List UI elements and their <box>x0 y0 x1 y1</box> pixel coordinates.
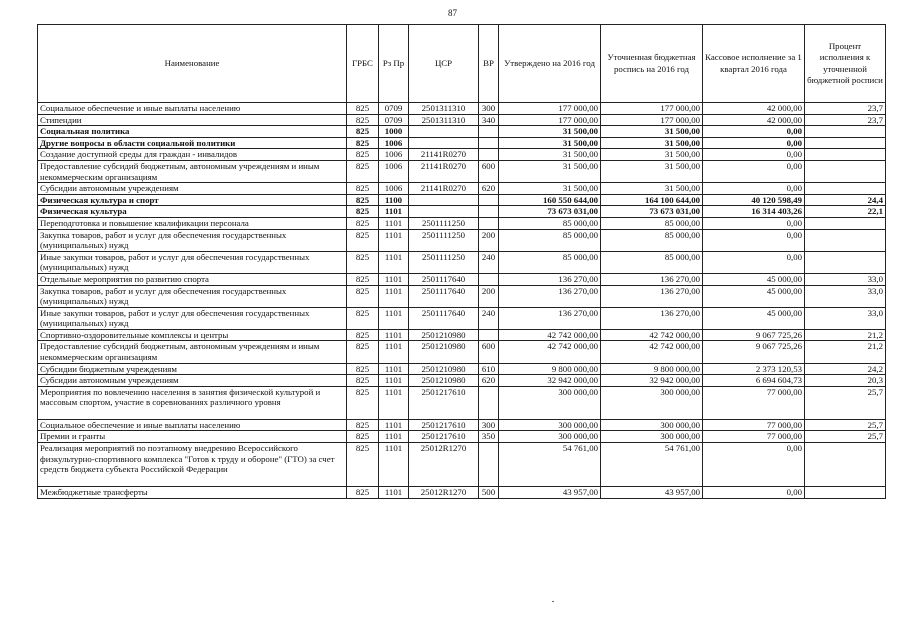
cell-name: Премии и гранты <box>38 431 347 443</box>
cell-vr <box>479 443 499 487</box>
table-row <box>38 273 886 285</box>
table-row <box>38 329 886 341</box>
cell-csr: 25012R1270 <box>409 443 479 487</box>
cell-csr: 2501111250 <box>409 229 479 251</box>
cell-vr <box>479 194 499 206</box>
cell-refined: 136 270,00 <box>601 307 703 329</box>
cell-percent: 23,7 <box>805 103 886 115</box>
cell-refined: 73 673 031,00 <box>601 206 703 218</box>
cell-csr: 2501210980 <box>409 363 479 375</box>
cell-cash: 45 000,00 <box>703 285 805 307</box>
cell-percent <box>805 251 886 273</box>
cell-vr: 200 <box>479 229 499 251</box>
cell-grbs: 825 <box>347 137 379 149</box>
cell-percent: 33,0 <box>805 307 886 329</box>
cell-name: Спортивно-оздоровительные комплексы и центры <box>38 329 347 341</box>
table-row <box>38 149 886 161</box>
cell-rzpr: 1101 <box>379 386 409 419</box>
cell-refined: 85 000,00 <box>601 251 703 273</box>
page-number: 87 <box>448 8 457 18</box>
cell-csr: 2501117640 <box>409 285 479 307</box>
cell-refined: 9 800 000,00 <box>601 363 703 375</box>
cell-refined: 42 742 000,00 <box>601 329 703 341</box>
cell-rzpr: 1101 <box>379 431 409 443</box>
cell-vr: 600 <box>479 341 499 363</box>
cell-name: Иные закупки товаров, работ и услуг для обеспечения государственных (муниципальных) нужд <box>38 307 347 329</box>
cell-grbs: 825 <box>347 183 379 195</box>
cell-cash: 0,00 <box>703 137 805 149</box>
cell-cash: 9 067 725,26 <box>703 329 805 341</box>
cell-name: Иные закупки товаров, работ и услуг для обеспечения государственных (муниципальных) нужд <box>38 251 347 273</box>
cell-grbs: 825 <box>347 217 379 229</box>
cell-approved: 85 000,00 <box>499 251 601 273</box>
cell-grbs: 825 <box>347 443 379 487</box>
header-name: Наименование <box>38 25 347 103</box>
cell-name: Субсидии автономным учреждениям <box>38 183 347 195</box>
cell-csr <box>409 194 479 206</box>
cell-grbs: 825 <box>347 160 379 182</box>
cell-vr <box>479 273 499 285</box>
cell-percent: 33,0 <box>805 285 886 307</box>
cell-approved: 31 500,00 <box>499 137 601 149</box>
cell-rzpr: 1006 <box>379 149 409 161</box>
cell-rzpr: 1101 <box>379 307 409 329</box>
cell-cash: 0,00 <box>703 487 805 499</box>
cell-cash: 2 373 120,53 <box>703 363 805 375</box>
cell-csr: 25012R1270 <box>409 487 479 499</box>
cell-name: Закупка товаров, работ и услуг для обеспечения государственных (муниципальных) нужд <box>38 285 347 307</box>
cell-approved: 42 742 000,00 <box>499 341 601 363</box>
cell-vr <box>479 137 499 149</box>
cell-percent <box>805 443 886 487</box>
cell-csr: 2501210980 <box>409 375 479 387</box>
cell-percent <box>805 229 886 251</box>
cell-vr: 240 <box>479 251 499 273</box>
table-row <box>38 160 886 182</box>
cell-percent <box>805 487 886 499</box>
cell-refined: 300 000,00 <box>601 431 703 443</box>
cell-csr: 21141R0270 <box>409 160 479 182</box>
cell-approved: 85 000,00 <box>499 229 601 251</box>
cell-approved: 136 270,00 <box>499 307 601 329</box>
cell-vr <box>479 217 499 229</box>
cell-vr <box>479 329 499 341</box>
cell-csr: 2501217610 <box>409 431 479 443</box>
cell-percent: 25,7 <box>805 386 886 419</box>
cell-rzpr: 1101 <box>379 363 409 375</box>
table-row <box>38 206 886 218</box>
cell-cash: 77 000,00 <box>703 419 805 431</box>
cell-vr: 340 <box>479 114 499 126</box>
table-header-row <box>38 25 886 103</box>
table-row <box>38 431 886 443</box>
cell-refined: 85 000,00 <box>601 229 703 251</box>
cell-refined: 31 500,00 <box>601 126 703 138</box>
cell-refined: 42 742 000,00 <box>601 341 703 363</box>
table-row <box>38 114 886 126</box>
cell-approved: 31 500,00 <box>499 149 601 161</box>
cell-csr: 2501217610 <box>409 386 479 419</box>
cell-csr: 2501210980 <box>409 329 479 341</box>
cell-rzpr: 0709 <box>379 114 409 126</box>
cell-rzpr: 1006 <box>379 137 409 149</box>
cell-approved: 85 000,00 <box>499 217 601 229</box>
table-row <box>38 194 886 206</box>
cell-percent: 21,2 <box>805 341 886 363</box>
cell-refined: 31 500,00 <box>601 137 703 149</box>
header-rzpr: Рз Пр <box>379 25 409 103</box>
cell-refined: 85 000,00 <box>601 217 703 229</box>
cell-cash: 0,00 <box>703 229 805 251</box>
table-row <box>38 137 886 149</box>
cell-csr: 2501111250 <box>409 251 479 273</box>
cell-csr: 2501117640 <box>409 307 479 329</box>
cell-rzpr: 1101 <box>379 273 409 285</box>
cell-csr <box>409 126 479 138</box>
cell-grbs: 825 <box>347 363 379 375</box>
cell-rzpr: 1006 <box>379 183 409 195</box>
table-row <box>38 126 886 138</box>
cell-name: Реализация мероприятий по поэтапному внедрению Всероссийского физкультурно-спортивного комплекса "Готов к труду и обороне" (ГТО) за счет средств бюджета субъекта Российской Федерации <box>38 443 347 487</box>
cell-name: Мероприятия по вовлечению населения в занятия физической культурой и массовым спортом, участие в соревнованиях различного уровня <box>38 386 347 419</box>
cell-cash: 6 694 604,73 <box>703 375 805 387</box>
cell-cash: 0,00 <box>703 126 805 138</box>
table-row <box>38 375 886 387</box>
cell-vr: 620 <box>479 375 499 387</box>
cell-name: Предоставление субсидий бюджетным, автономным учреждениям и иным некоммерческим организациям <box>38 341 347 363</box>
cell-cash: 77 000,00 <box>703 386 805 419</box>
cell-refined: 164 100 644,00 <box>601 194 703 206</box>
header-vr: ВР <box>479 25 499 103</box>
cell-name: Физическая культура <box>38 206 347 218</box>
table-row <box>38 341 886 363</box>
cell-cash: 0,00 <box>703 443 805 487</box>
cell-percent <box>805 217 886 229</box>
cell-grbs: 825 <box>347 307 379 329</box>
cell-rzpr: 1000 <box>379 126 409 138</box>
cell-csr <box>409 137 479 149</box>
cell-grbs: 825 <box>347 375 379 387</box>
cell-approved: 31 500,00 <box>499 183 601 195</box>
cell-rzpr: 1101 <box>379 443 409 487</box>
cell-refined: 31 500,00 <box>601 160 703 182</box>
cell-refined: 177 000,00 <box>601 114 703 126</box>
cell-grbs: 825 <box>347 114 379 126</box>
cell-percent: 24,2 <box>805 363 886 375</box>
cell-grbs: 825 <box>347 487 379 499</box>
cell-rzpr: 1101 <box>379 419 409 431</box>
cell-grbs: 825 <box>347 229 379 251</box>
cell-percent: 20,3 <box>805 375 886 387</box>
cell-csr: 2501210980 <box>409 341 479 363</box>
header-grbs: ГРБС <box>347 25 379 103</box>
cell-csr: 2501311310 <box>409 114 479 126</box>
cell-approved: 136 270,00 <box>499 285 601 307</box>
cell-csr: 21141R0270 <box>409 183 479 195</box>
cell-csr: 2501111250 <box>409 217 479 229</box>
cell-cash: 0,00 <box>703 251 805 273</box>
cell-vr: 600 <box>479 160 499 182</box>
cell-rzpr: 1101 <box>379 285 409 307</box>
cell-approved: 300 000,00 <box>499 419 601 431</box>
cell-refined: 32 942 000,00 <box>601 375 703 387</box>
header-csr: ЦСР <box>409 25 479 103</box>
cell-approved: 31 500,00 <box>499 126 601 138</box>
cell-vr <box>479 386 499 419</box>
cell-cash: 0,00 <box>703 149 805 161</box>
cell-grbs: 825 <box>347 341 379 363</box>
cell-approved: 43 957,00 <box>499 487 601 499</box>
cell-name: Создание доступной среды для граждан - инвалидов <box>38 149 347 161</box>
cell-grbs: 825 <box>347 194 379 206</box>
cell-name: Социальное обеспечение и иные выплаты населению <box>38 419 347 431</box>
cell-cash: 45 000,00 <box>703 307 805 329</box>
table-row <box>38 363 886 375</box>
cell-approved: 177 000,00 <box>499 103 601 115</box>
cell-rzpr: 1101 <box>379 329 409 341</box>
cell-rzpr: 1101 <box>379 375 409 387</box>
cell-cash: 0,00 <box>703 160 805 182</box>
cell-name: Другие вопросы в области социальной политики <box>38 137 347 149</box>
table-row <box>38 307 886 329</box>
cell-vr: 200 <box>479 285 499 307</box>
cell-name: Межбюджетные трансферты <box>38 487 347 499</box>
cell-refined: 136 270,00 <box>601 273 703 285</box>
table-row <box>38 251 886 273</box>
cell-name: Социальное обеспечение и иные выплаты населению <box>38 103 347 115</box>
cell-grbs: 825 <box>347 149 379 161</box>
cell-percent <box>805 183 886 195</box>
cell-name: Социальная политика <box>38 126 347 138</box>
cell-grbs: 825 <box>347 273 379 285</box>
cell-csr: 2501117640 <box>409 273 479 285</box>
budget-table <box>37 24 886 499</box>
cell-rzpr: 1101 <box>379 217 409 229</box>
cell-percent: 23,7 <box>805 114 886 126</box>
cell-vr: 610 <box>479 363 499 375</box>
cell-grbs: 825 <box>347 329 379 341</box>
table-row <box>38 386 886 419</box>
cell-refined: 300 000,00 <box>601 386 703 419</box>
cell-approved: 300 000,00 <box>499 386 601 419</box>
cell-rzpr: 1101 <box>379 341 409 363</box>
cell-grbs: 825 <box>347 103 379 115</box>
cell-vr <box>479 126 499 138</box>
cell-rzpr: 1101 <box>379 229 409 251</box>
cell-name: Субсидии бюджетным учреждениям <box>38 363 347 375</box>
cell-cash: 0,00 <box>703 217 805 229</box>
cell-refined: 31 500,00 <box>601 149 703 161</box>
cell-percent: 22,1 <box>805 206 886 218</box>
cell-name: Переподготовка и повышение квалификации персонала <box>38 217 347 229</box>
cell-grbs: 825 <box>347 126 379 138</box>
cell-approved: 300 000,00 <box>499 431 601 443</box>
table-row <box>38 103 886 115</box>
cell-percent: 33,0 <box>805 273 886 285</box>
cell-approved: 54 761,00 <box>499 443 601 487</box>
cell-name: Физическая культура и спорт <box>38 194 347 206</box>
cell-cash: 77 000,00 <box>703 431 805 443</box>
cell-vr <box>479 149 499 161</box>
cell-csr <box>409 206 479 218</box>
cell-vr: 300 <box>479 103 499 115</box>
cell-name: Субсидии автономным учреждениям <box>38 375 347 387</box>
cell-grbs: 825 <box>347 206 379 218</box>
cell-vr: 240 <box>479 307 499 329</box>
cell-refined: 43 957,00 <box>601 487 703 499</box>
cell-vr: 350 <box>479 431 499 443</box>
cell-csr: 21141R0270 <box>409 149 479 161</box>
cell-cash: 45 000,00 <box>703 273 805 285</box>
cell-vr: 500 <box>479 487 499 499</box>
cell-cash: 9 067 725,26 <box>703 341 805 363</box>
cell-name: Предоставление субсидий бюджетным, автономным учреждениям и иным некоммерческим организациям <box>38 160 347 182</box>
cell-percent: 25,7 <box>805 431 886 443</box>
cell-grbs: 825 <box>347 386 379 419</box>
cell-grbs: 825 <box>347 431 379 443</box>
cell-cash: 42 000,00 <box>703 114 805 126</box>
cell-csr: 2501217610 <box>409 419 479 431</box>
cell-rzpr: 0709 <box>379 103 409 115</box>
cell-refined: 300 000,00 <box>601 419 703 431</box>
cell-cash: 16 314 403,26 <box>703 206 805 218</box>
cell-vr: 620 <box>479 183 499 195</box>
table-row <box>38 183 886 195</box>
table-row <box>38 487 886 499</box>
cell-refined: 31 500,00 <box>601 183 703 195</box>
cell-name: Стипендии <box>38 114 347 126</box>
cell-grbs: 825 <box>347 251 379 273</box>
cell-approved: 73 673 031,00 <box>499 206 601 218</box>
table-row <box>38 419 886 431</box>
table-body <box>38 103 886 499</box>
cell-refined: 54 761,00 <box>601 443 703 487</box>
cell-vr: 300 <box>479 419 499 431</box>
cell-rzpr: 1006 <box>379 160 409 182</box>
header-cash: Кассовое исполнение за 1 квартал 2016 года <box>703 25 805 103</box>
cell-approved: 160 550 644,00 <box>499 194 601 206</box>
cell-approved: 9 800 000,00 <box>499 363 601 375</box>
table-row <box>38 285 886 307</box>
cell-csr: 2501311310 <box>409 103 479 115</box>
cell-refined: 177 000,00 <box>601 103 703 115</box>
cell-percent <box>805 149 886 161</box>
cell-approved: 136 270,00 <box>499 273 601 285</box>
cell-rzpr: 1101 <box>379 206 409 218</box>
cell-approved: 32 942 000,00 <box>499 375 601 387</box>
cell-cash: 42 000,00 <box>703 103 805 115</box>
table-row <box>38 229 886 251</box>
cell-refined: 136 270,00 <box>601 285 703 307</box>
cell-cash: 40 120 598,49 <box>703 194 805 206</box>
cell-vr <box>479 206 499 218</box>
cell-rzpr: 1100 <box>379 194 409 206</box>
cell-cash: 0,00 <box>703 183 805 195</box>
cell-rzpr: 1101 <box>379 487 409 499</box>
table-row <box>38 443 886 487</box>
cell-grbs: 825 <box>347 419 379 431</box>
header-percent: Процент исполнения к уточненной бюджетной росписи <box>805 25 886 103</box>
cell-approved: 42 742 000,00 <box>499 329 601 341</box>
cell-approved: 177 000,00 <box>499 114 601 126</box>
table-row <box>38 217 886 229</box>
cell-percent: 24,4 <box>805 194 886 206</box>
cell-grbs: 825 <box>347 285 379 307</box>
cell-approved: 31 500,00 <box>499 160 601 182</box>
cell-rzpr: 1101 <box>379 251 409 273</box>
header-refined: Уточненная бюджетная роспись на 2016 год <box>601 25 703 103</box>
scan-speck <box>552 601 554 602</box>
cell-name: Закупка товаров, работ и услуг для обеспечения государственных (муниципальных) нужд <box>38 229 347 251</box>
cell-percent <box>805 126 886 138</box>
cell-percent: 21,2 <box>805 329 886 341</box>
header-approved: Утверждено на 2016 год <box>499 25 601 103</box>
cell-percent <box>805 160 886 182</box>
cell-name: Отдельные мероприятия по развитию спорта <box>38 273 347 285</box>
cell-percent: 25,7 <box>805 419 886 431</box>
cell-percent <box>805 137 886 149</box>
